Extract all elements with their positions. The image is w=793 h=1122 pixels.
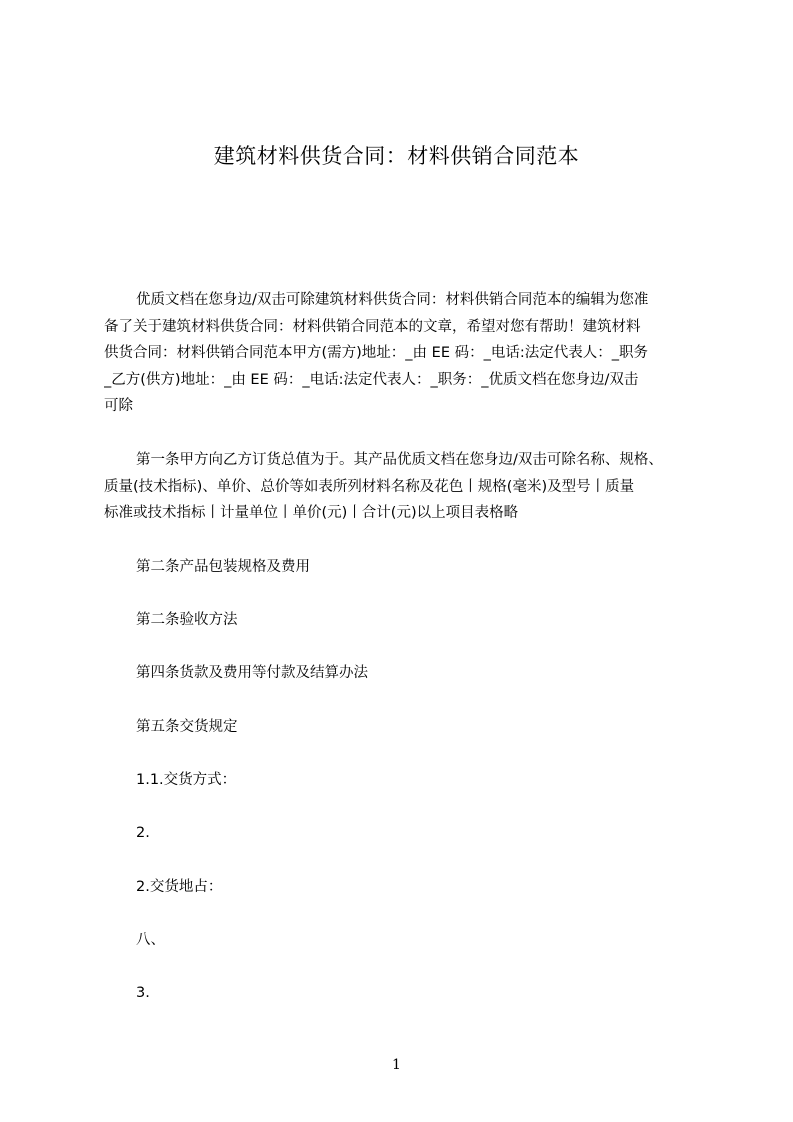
article-2-heading: 第二条产品包装规格及费用 [136, 559, 310, 575]
article-1-line: 第一条甲方向乙方订货总值为于。其产品优质文档在您身边/双击可除名称、规格、 [136, 452, 663, 468]
article-1-line: 标准或技术指标丨计量单位丨单价(元)丨合计(元)以上项目表格略 [104, 505, 519, 521]
list-item: 1.1.交货方式： [136, 772, 237, 788]
document-title: 建筑材料供货合同：材料供销合同范本 [213, 144, 580, 168]
article-1-paragraph [104, 447, 724, 527]
list-item: 3. [136, 985, 150, 1001]
article-1-line: 质量(技术指标)、单价、总价等如表所列材料名称及花色丨规格(毫米)及型号丨质量 [104, 478, 635, 495]
intro-paragraph [104, 287, 724, 420]
intro-line: 供货合同：材料供销合同范本甲方(需方)地址：_由 EE 码：_电话:法定代表人：_职务 [104, 345, 648, 361]
list-item: 2.交货地占： [136, 879, 223, 895]
page-number: 1 [392, 1057, 401, 1073]
article-4-heading: 第四条货款及费用等付款及结算办法 [136, 665, 368, 681]
list-item: 八、 [136, 932, 165, 948]
intro-line: _乙方(供方)地址：_由 EE 码：_电话:法定代表人：_职务：_优质文档在您身边/双击 [104, 371, 639, 388]
article-3-heading: 第二条验收方法 [136, 612, 238, 628]
intro-line: 优质文档在您身边/双击可除建筑材料供货合同：材料供销合同范本的编辑为您准 [136, 292, 649, 308]
article-5-heading: 第五条交货规定 [136, 719, 238, 735]
intro-line: 备了关于建筑材料供货合同：材料供销合同范本的文章，希望对您有帮助！建筑材料 [104, 318, 641, 335]
list-item: 2. [136, 825, 150, 841]
intro-line: 可除 [104, 398, 133, 414]
